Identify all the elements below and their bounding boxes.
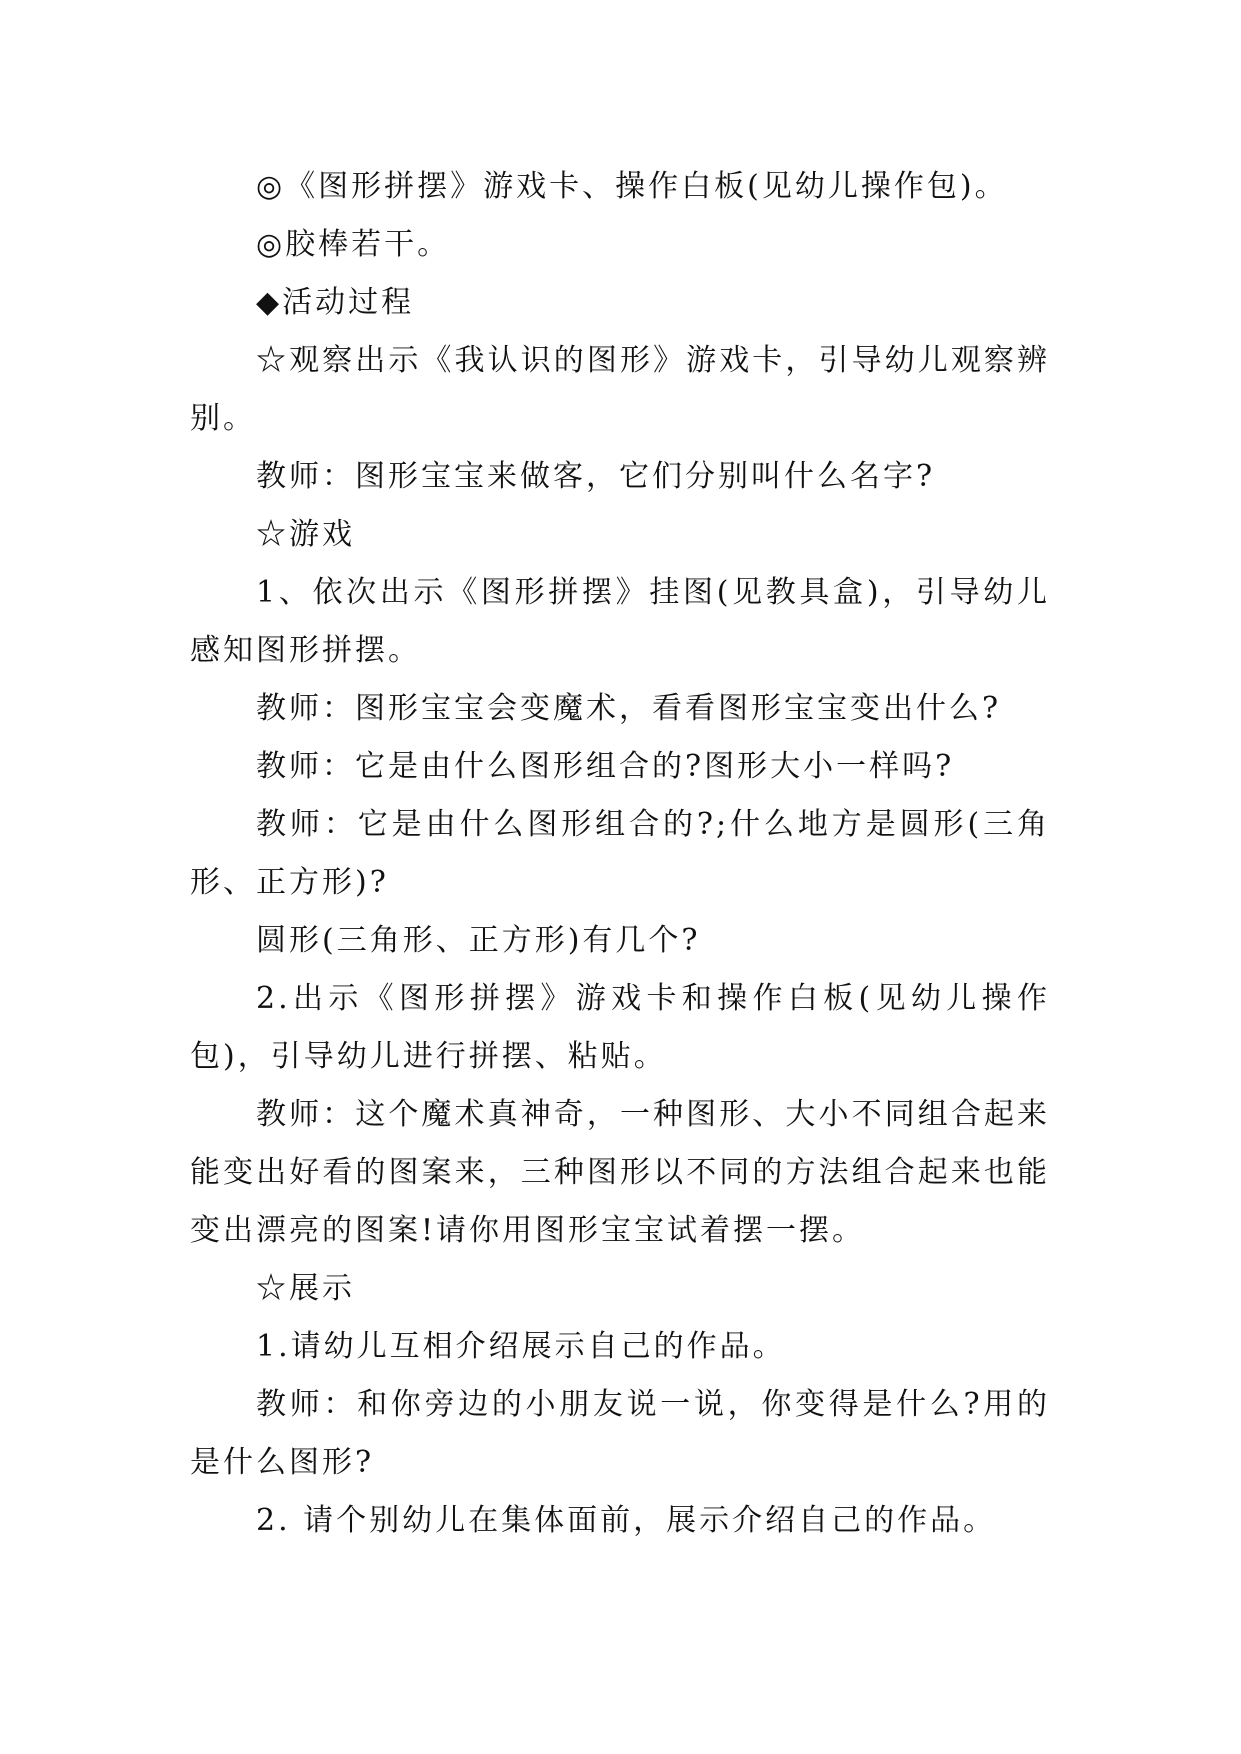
paragraph-observe: ☆观察出示《我认识的图形》游戏卡，引导幼儿观察辨别。 <box>190 343 1050 436</box>
paragraph-teacher-question-2: 教师：图形宝宝会变魔术，看看图形宝宝变出什么? <box>256 691 1002 726</box>
paragraph-teacher-question-4: 教师：它是由什么图形组合的?;什么地方是圆形(三角形、正方形)? <box>190 807 1050 900</box>
paragraph-display-2: 2. 请个别幼儿在集体面前，展示介绍自己的作品。 <box>256 1503 997 1538</box>
paragraph-shape-count: 圆形(三角形、正方形)有几个? <box>256 923 701 958</box>
paragraph-teacher-question-3: 教师：它是由什么图形组合的?图形大小一样吗? <box>256 749 955 784</box>
paragraph-materials-glue: ◎胶棒若干。 <box>256 227 451 262</box>
paragraph-display-1: 1.请幼儿互相介绍展示自己的作品。 <box>256 1329 786 1364</box>
paragraph-materials-cards: ◎《图形拼摆》游戏卡、操作白板(见幼儿操作包)。 <box>256 169 1008 204</box>
paragraph-teacher-share: 教师：和你旁边的小朋友说一说，你变得是什么?用的是什么图形? <box>190 1387 1050 1480</box>
paragraph-teacher-question-1: 教师：图形宝宝来做客，它们分别叫什么名字? <box>256 459 936 494</box>
paragraph-step-2: 2.出示《图形拼摆》游戏卡和操作白板(见幼儿操作包)，引导幼儿进行拼摆、粘贴。 <box>190 981 1050 1074</box>
subheading-game: ☆游戏 <box>256 517 355 552</box>
document-body <box>190 158 1050 1550</box>
section-heading-activity-process: ◆活动过程 <box>256 285 415 320</box>
subheading-display: ☆展示 <box>256 1271 355 1306</box>
paragraph-step-1: 1、依次出示《图形拼摆》挂图(见教具盒)，引导幼儿感知图形拼摆。 <box>190 575 1050 668</box>
paragraph-teacher-magic: 教师：这个魔术真神奇，一种图形、大小不同组合起来能变出好看的图案来，三种图形以不同的方法组合起来也能变出漂亮的图案!请你用图形宝宝试着摆一摆。 <box>190 1097 1050 1248</box>
